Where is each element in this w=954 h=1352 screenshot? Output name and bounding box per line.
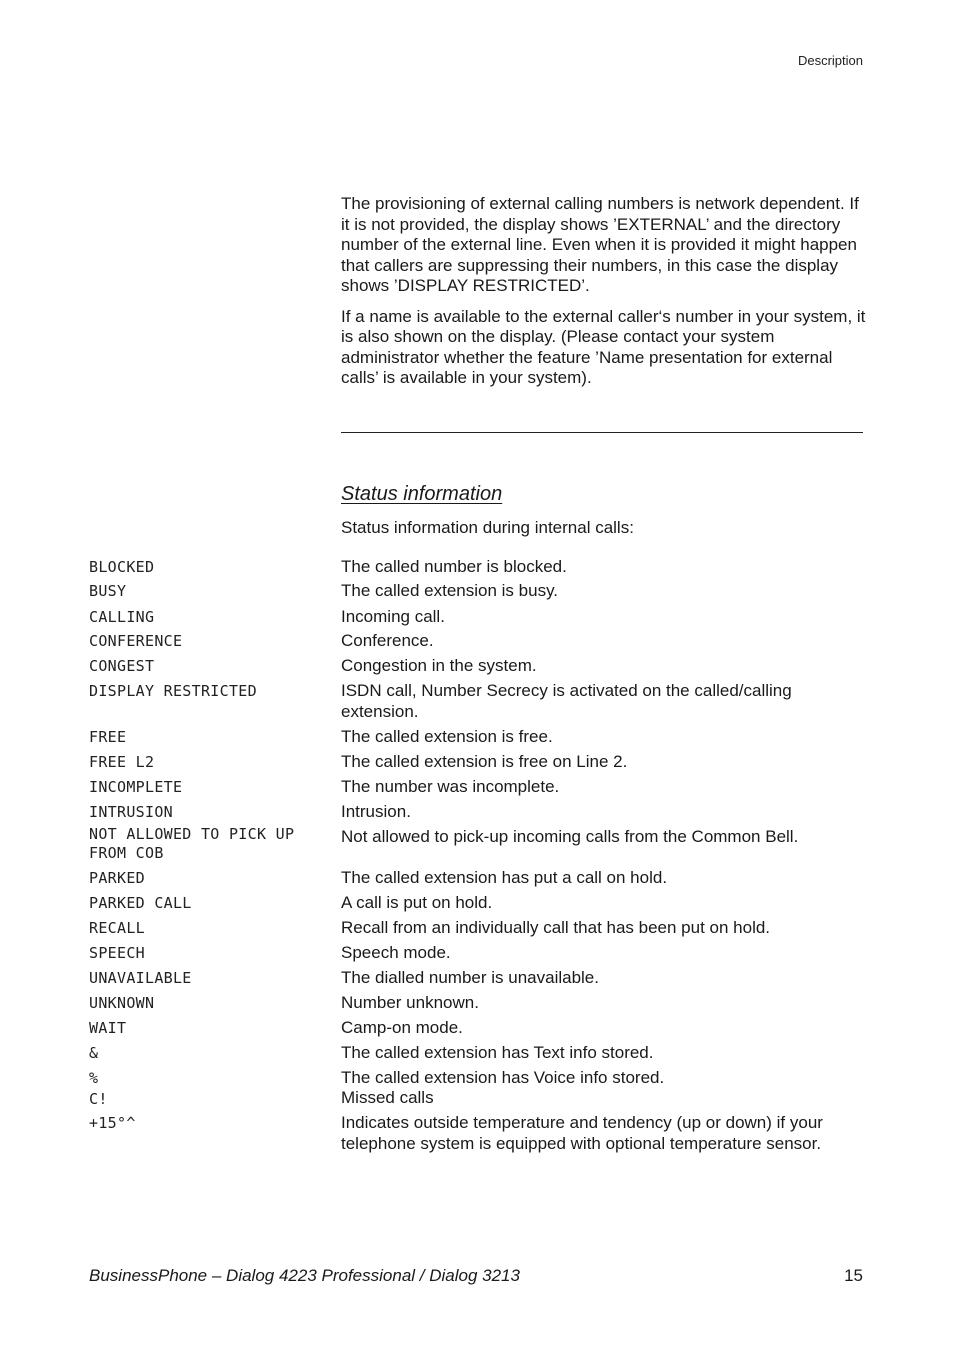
status-code: FREE [89,728,127,746]
status-code: & [89,1044,99,1062]
status-description: The called extension is free. [341,727,553,746]
footer-document-title: BusinessPhone – Dialog 4223 Professional / Dialog 3213 [89,1266,520,1285]
section-subtitle: Status information during internal calls: [341,518,634,537]
status-code: RECALL [89,919,145,937]
status-description: Missed calls [341,1088,434,1107]
status-description: The called extension is busy. [341,581,559,600]
status-code: UNAVAILABLE [89,969,192,987]
status-code: SPEECH [89,944,145,962]
intro-paragraph: The provisioning of external calling numbers is network dependent. If it is not provided, the display shows ’EXTERNAL’ and the directory number of the external line. Even when it is provided it might happen that callers are suppressing their numbers, in this case the display shows ’DISPLAY RESTRICTED’. [341,194,859,295]
status-code: BLOCKED [89,558,155,576]
status-code: +15°^ [89,1114,136,1132]
status-description: Not allowed to pick-up incoming calls from the Common Bell. [341,827,799,846]
status-description: The called extension has Voice info stored. [341,1068,665,1087]
status-description: Recall from an individually call that has been put on hold. [341,918,771,937]
status-description: Indicates outside temperature and tendency (up or down) if your telephone system is equipped with optional temperature sensor. [341,1113,823,1153]
status-code: INTRUSION [89,803,173,821]
status-code: CONGEST [89,657,155,675]
status-code: FREE L2 [89,753,155,771]
status-description: Intrusion. [341,802,411,821]
status-code: BUSY [89,582,127,600]
status-description: The number was incomplete. [341,777,560,796]
status-code: WAIT [89,1019,127,1037]
status-description: ISDN call, Number Secrecy is activated on the called/calling extension. [341,681,792,721]
section-title: Status information [341,483,503,505]
status-code: PARKED CALL [89,894,192,912]
status-description: Conference. [341,631,434,650]
running-header: Description [797,53,863,68]
status-description: A call is put on hold. [341,893,493,912]
status-code: C! [89,1090,108,1108]
status-code: UNKNOWN [89,994,155,1012]
status-description: The called extension has put a call on hold. [341,868,668,887]
status-description: Incoming call. [341,607,445,626]
status-code: % [89,1069,99,1087]
status-description: Camp-on mode. [341,1018,463,1037]
page-number: 15 [844,1266,863,1285]
status-description: The called extension has Text info stored. [341,1043,654,1062]
intro-text [341,194,866,399]
status-code: DISPLAY RESTRICTED [89,682,257,700]
status-code: NOT ALLOWED TO PICK UP FROM COB [89,825,304,862]
status-code: INCOMPLETE [89,778,183,796]
status-description: The called number is blocked. [341,557,567,576]
status-description: The called extension is free on Line 2. [341,752,628,771]
status-code: CONFERENCE [89,632,183,650]
section-divider [341,432,863,433]
status-description: Number unknown. [341,993,479,1012]
status-code: CALLING [89,608,155,626]
status-code: PARKED [89,869,145,887]
status-description: Congestion in the system. [341,656,537,675]
status-description: The dialled number is unavailable. [341,968,599,987]
status-description: Speech mode. [341,943,451,962]
intro-paragraph: If a name is available to the external caller‘s number in your system, it is also shown on the display. (Please contact your system administrator whether the feature ’Name presentation for external calls’ is available in your system). [341,306,866,387]
